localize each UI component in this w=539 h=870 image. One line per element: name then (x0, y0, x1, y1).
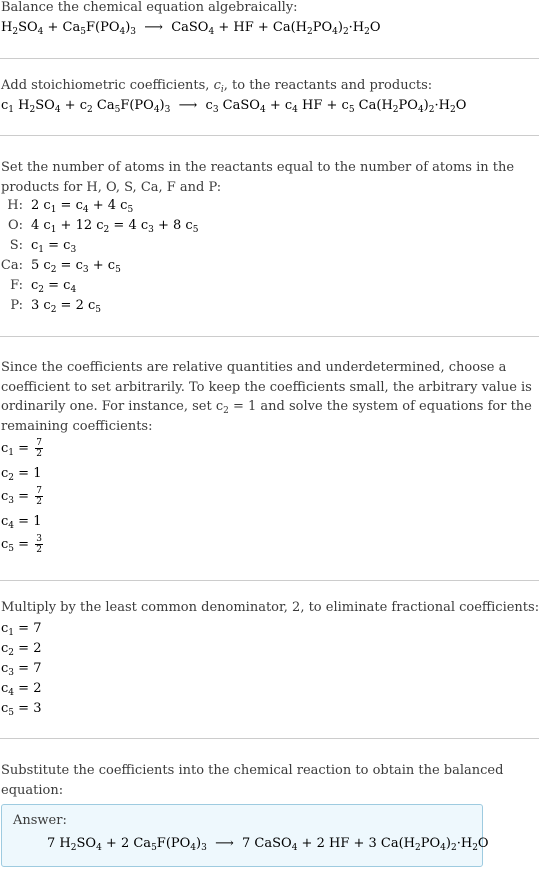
divider (0, 738, 539, 739)
step3-text: Since the coefficients are relative quantities and underdetermined, choose a coefficient to set arbitrarily. To keep the coefficients small, the arbitrary value is ordinarily one. For instance, set $c_2 = 1$ and solve the system of equations for the remaining coefficients: (1, 360, 532, 434)
divider (0, 58, 539, 59)
step1-text: Add stoichiometric coefficients, $c_i$, to the reactants and products: (1, 78, 433, 95)
int-coef-c4: $c_4 = 2$ (1, 681, 42, 698)
balance-row-s: S: $c_1 = c_3$ (9, 238, 77, 255)
int-coef-c5: $c_5 = 3$ (1, 701, 42, 718)
divider (0, 580, 539, 581)
coef-c2: $c_2 = 1$ (1, 466, 42, 483)
balance-row-o: O: 4 $c_1 + 12$ $c_2 = 4$ $c_3 + 8$ $c_5$ (7, 218, 199, 235)
balanced-equation: 7 $H_2SO_4 + 2$ $Ca_5F(PO_4)_3$ ⟶ 7 CaSO$_4$ + 2 HF + 3 $Ca(H_2PO_4)_2\cdot H_2O$ (47, 836, 489, 853)
balance-row-h: H: 2 $c_1 = c_4 + 4$ $c_5$ (7, 198, 134, 215)
intro-heading: Balance the chemical equation algebraically: (1, 0, 298, 15)
balance-row-f: F: $c_2 = c_4$ (10, 278, 77, 295)
int-coef-c2: $c_2 = 2$ (1, 641, 42, 658)
int-coef-c1: $c_1 = 7$ (1, 621, 42, 638)
step2-text: Set the number of atoms in the reactants equal to the number of atoms in the products for H, O, S, Ca, F and P: (1, 160, 515, 195)
coef-c4: $c_4 = 1$ (1, 514, 42, 531)
balance-row-p: P: 3 $c_2 = 2$ $c_5$ (10, 298, 101, 315)
answer-label: Answer: (13, 813, 67, 828)
int-coef-c3: $c_3 = 7$ (1, 661, 42, 678)
coef-c5: $c_5$ = $\frac{3}{2}$ (1, 534, 42, 555)
balance-row-ca: Ca: 5 $c_2 = c_3 + c_5$ (0, 258, 121, 275)
unbalanced-equation: $H_2SO_4 + Ca_5F(PO_4)_3$ ⟶ CaSO$_4$ + HF + $Ca(H_2PO_4)_2\cdot H_2O$ (1, 20, 381, 37)
divider (0, 135, 539, 136)
coef-c3: $c_3$ = $\frac{7}{2}$ (1, 486, 42, 507)
step5-text: Substitute the coefficients into the chemical reaction to obtain the balanced equation: (1, 763, 504, 798)
step4-text: Multiply by the least common denominator, 2, to eliminate fractional coefficients: (1, 600, 539, 615)
equation-with-coefficients: $c_1$ $H_2SO_4 + c_2$ $Ca_5F(PO_4)_3$ ⟶ $c_3$ CaSO$_4$ + $c_4$ HF + $c_5$ $Ca(H_2PO_4)_2\cdot H_2O$ (1, 98, 467, 115)
coef-c1: $c_1$ = $\frac{7}{2}$ (1, 438, 42, 459)
answer-box (1, 804, 489, 867)
divider (0, 336, 539, 337)
